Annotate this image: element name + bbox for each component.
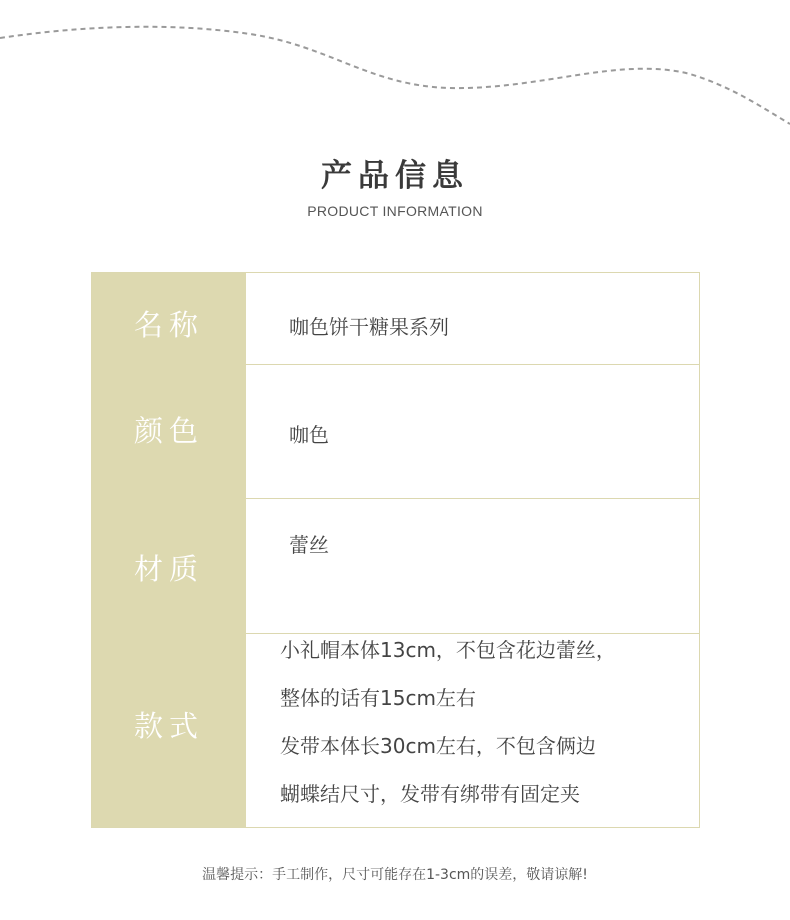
style-line: 整体的话有15cm左右 — [280, 686, 476, 710]
row-value-name: 咖色饼干糖果系列 — [289, 315, 449, 339]
style-line: 蝴蝶结尺寸，发带有绑带有固定夹 — [280, 782, 580, 806]
table-row-style — [92, 634, 699, 828]
section-title: 产品信息 — [321, 158, 469, 194]
table-row-name — [92, 273, 699, 365]
style-line: 发带本体长30cm左右，不包含俩边 — [280, 734, 596, 758]
row-value-color: 咖色 — [289, 423, 329, 447]
dashed-wave-decoration — [0, 0, 790, 140]
table-row-material — [92, 499, 699, 634]
section-subtitle: PRODUCT INFORMATION — [307, 203, 483, 219]
row-label-color: 颜色 — [133, 414, 204, 448]
row-label-material: 材质 — [133, 552, 204, 586]
product-info-table — [91, 272, 700, 828]
row-value-material: 蕾丝 — [289, 533, 329, 557]
row-label-style: 款式 — [133, 709, 204, 743]
row-label-name: 名称 — [133, 308, 204, 342]
footer-note: 温馨提示：手工制作，尺寸可能存在1-3cm的误差，敬请谅解! — [202, 867, 588, 883]
style-line: 小礼帽本体13cm，不包含花边蕾丝， — [280, 638, 616, 662]
row-value-style — [280, 638, 616, 830]
table-row-color — [92, 365, 699, 499]
